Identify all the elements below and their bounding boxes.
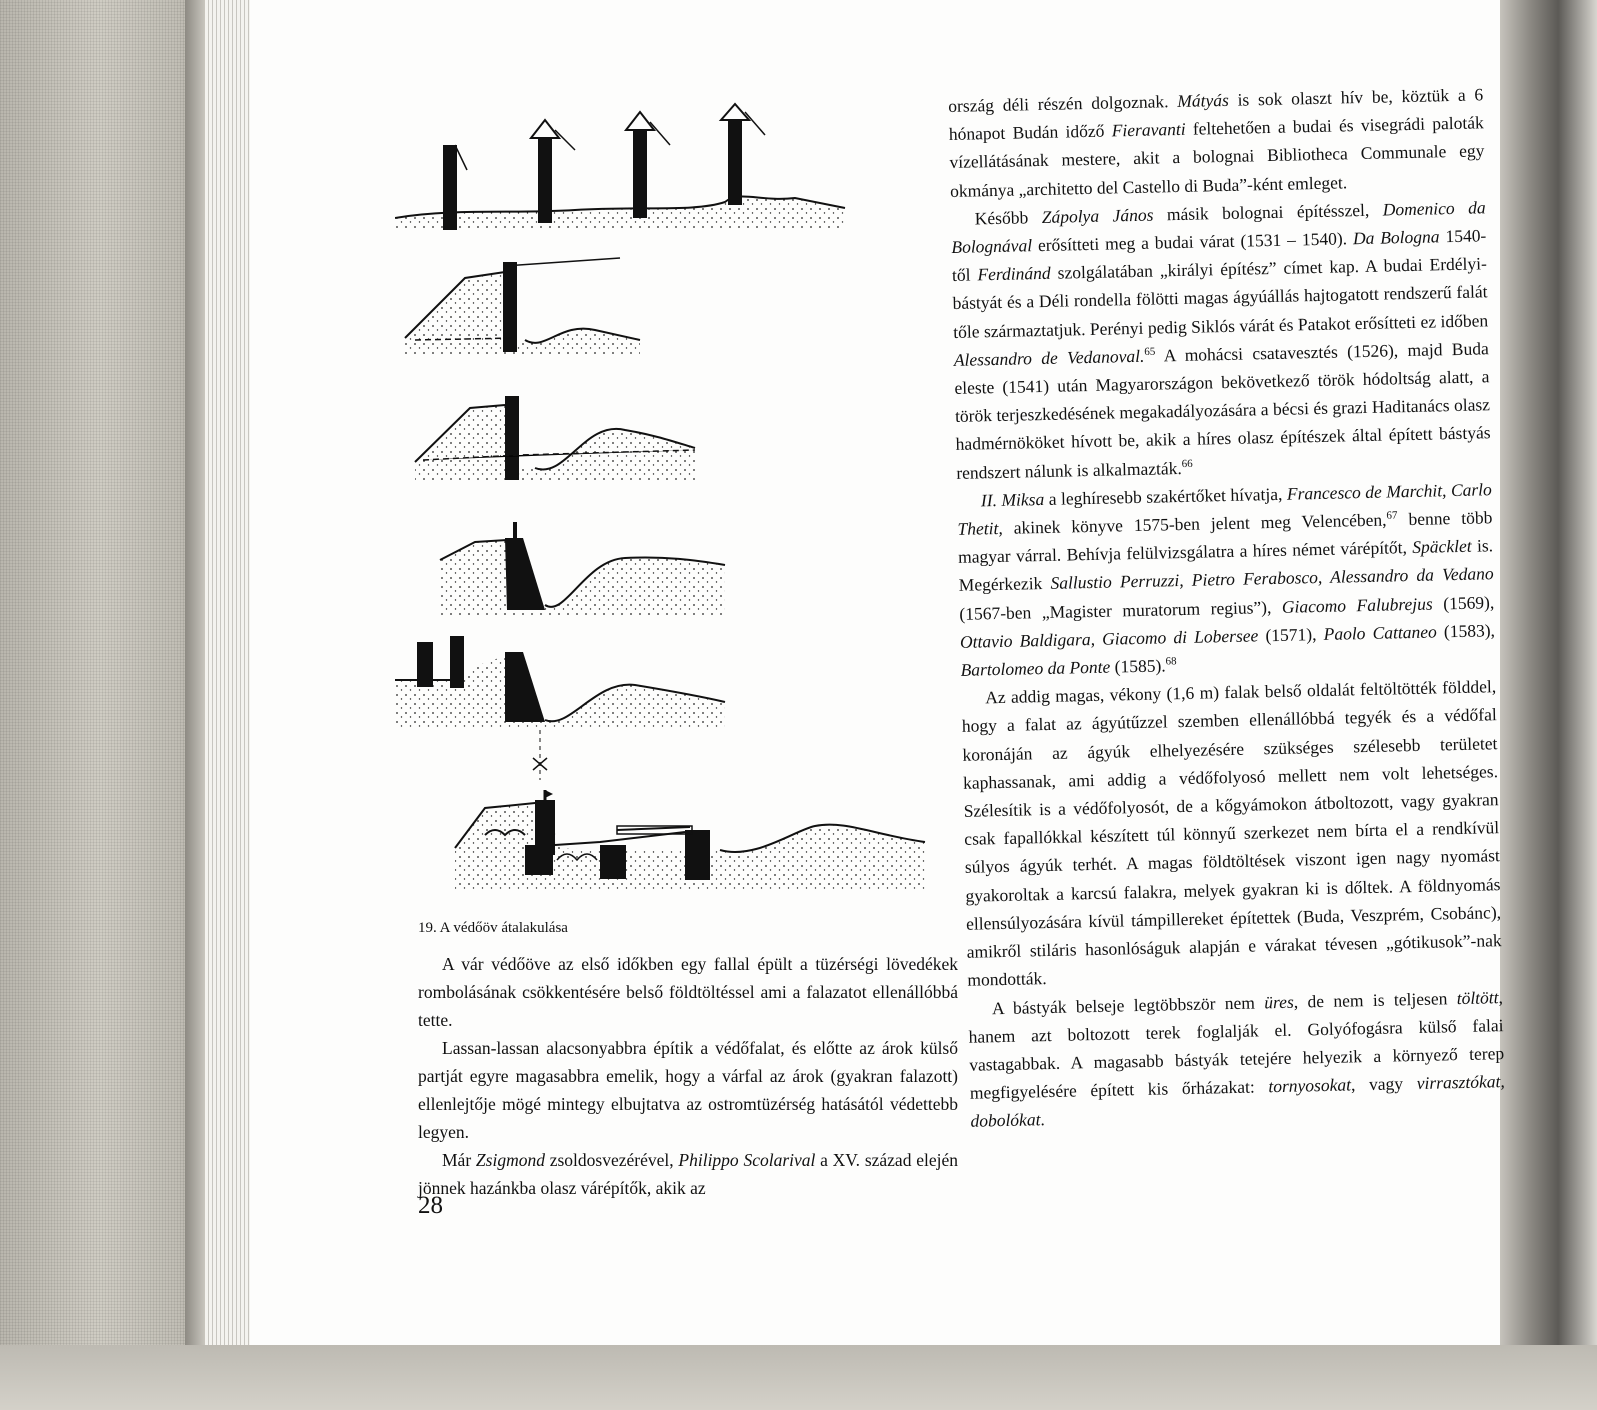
italic-text: üres xyxy=(1264,991,1294,1012)
italic-text: tornyosokat xyxy=(1268,1074,1352,1097)
text-run: A mohácsi csatavesztés (1526), majd Buda eleste (1541) után Magyarországon bekövetkező török hódoltság alatt, a török terjeszkedésének megakadályozására a bécsi és grazi Haditanács olasz hadmérnököket hívott be, akik a híres olasz építészek által épített bástyás rendszert nálunk is alkalmazták. xyxy=(954,338,1491,483)
fortification-illustration xyxy=(395,90,950,920)
italic-text: Mátyás xyxy=(1177,89,1230,111)
right-paragraph xyxy=(968,983,1506,1136)
right-paragraph xyxy=(950,193,1491,487)
italic-text: Zsigmond xyxy=(475,1150,545,1170)
text-run: (1569), xyxy=(1432,591,1495,614)
text-run: feltehetően a budai és visegrádi paloták vízellátásának mestere, akit a bolognai Bibliotheca Communale egy okmánya „architetto del Castello di Buda”-ként emleget. xyxy=(949,112,1485,201)
text-run: (1567-ben „Magister muratorum regius”), xyxy=(959,596,1283,624)
italic-text: II. Miksa xyxy=(980,488,1045,511)
text-run: . xyxy=(1040,1109,1046,1130)
text-run: zsoldosvezérével, xyxy=(544,1150,679,1170)
diagram-row-3 xyxy=(415,396,695,482)
diagram-row-5 xyxy=(395,636,725,780)
text-run: erősítteti meg a budai várat (1531 – 1540). xyxy=(1031,228,1354,256)
italic-text: Da Bologna xyxy=(1352,226,1440,249)
italic-text: Sallustio Perruzzi, Pietro Ferabosco, Alessandro da Vedano xyxy=(1050,563,1494,594)
italic-text: Philippo Scolarival xyxy=(678,1150,816,1170)
footnote-ref: 65 xyxy=(1144,345,1156,358)
right-page-edge xyxy=(1500,0,1597,1410)
text-run: akinek könyve 1575-ben jelent meg Velencében, xyxy=(1002,509,1387,538)
diagram-row-2 xyxy=(405,258,640,355)
text-run: Később xyxy=(974,206,1042,229)
italic-text: Fieravanti xyxy=(1111,119,1186,141)
scanner-bottom xyxy=(0,1345,1597,1410)
text-run: is sok olaszt hív be, köztük a 6 hónapot Budán időző xyxy=(948,84,1484,145)
right-text-column xyxy=(948,80,1506,1135)
text-run: Már xyxy=(442,1150,476,1170)
figure-caption: 19. A védőöv átalakulása xyxy=(418,920,568,936)
text-run: a XV. század elején jönnek hazánkba olasz várépítők, akik az xyxy=(418,1150,958,1198)
text-run: szolgálatában „királyi építész” címet kap. A budai Erdélyi-bástyát és a Déli rondella fölötti magas ágyúállás hajtogatott rendszerű falát tőle származtatjuk. Perényi pedig Siklós várát és Patakot erősítteti ez időben xyxy=(952,253,1489,342)
italic-text: Francesco de Marchit, Carlo Thetit, xyxy=(957,479,1493,539)
text-run: Lassan-lassan alacsonyabbra építik a védőfalat, és előtte az árok külső partját egyre magasabbra emelik, hogy a várfal az árok (gyakran falazott) ellenlejtője mögé mintegy elbujtatva az ostromtüzérség hatásától védettebb legyen. xyxy=(418,1038,958,1142)
italic-text: Zápolya János xyxy=(1041,204,1154,227)
text-run: , de nem is teljesen xyxy=(1293,987,1457,1012)
italic-text: virrasztókat, dobolókat xyxy=(970,1071,1505,1132)
left-paragraph xyxy=(418,1146,958,1202)
italic-text: Paolo Cattaneo xyxy=(1323,621,1437,644)
italic-text: Bartolomeo da Ponte xyxy=(960,656,1111,680)
diagram-row-6 xyxy=(455,790,925,890)
text-run: , hanem azt boltozott terek foglalják el. Golyófogásra külső falai vastagabbak. A magasabb bástyák tetejére helyezik a környező terep megfigyelésére épített kis őrházakat: xyxy=(968,986,1505,1103)
italic-text: Giacomo Falubrejus xyxy=(1281,593,1433,617)
text-run: is. Megérkezik xyxy=(958,535,1494,596)
right-paragraph xyxy=(948,80,1485,204)
left-paragraph xyxy=(418,1034,958,1146)
italic-text: Späcklet xyxy=(1412,535,1472,558)
italic-text: Domenico da Bolognával xyxy=(951,197,1486,257)
italic-text: Ottavio Baldigara, Giacomo di Lobersee xyxy=(959,625,1259,652)
footnote-ref: 68 xyxy=(1165,655,1177,668)
text-run: a leghíresebb szakértőket hívatja, xyxy=(1044,483,1288,509)
text-run: ország déli részén dolgoznak. xyxy=(948,91,1178,116)
text-run: benne több magyar várral. Behívja felülvizsgálatra a híres német várépítőt, xyxy=(957,507,1493,568)
footnote-ref: 66 xyxy=(1181,457,1193,470)
right-paragraph xyxy=(961,672,1503,994)
text-run: (1583), xyxy=(1436,620,1496,642)
text-run: (1585). xyxy=(1110,655,1166,677)
page-edges xyxy=(205,0,250,1345)
italic-text: Alessandro de Vedanoval. xyxy=(953,345,1145,370)
diagram-row-4 xyxy=(440,522,725,615)
text-run: A vár védőöve az első időkben egy fallal épült a tüzérségi lövedékek rombolásának csökkentésére belső földtöltéssel ami a falazatot ellenállóbbá tette. xyxy=(418,954,958,1030)
cover-shadow xyxy=(185,0,205,1345)
left-text-column xyxy=(418,950,958,1202)
diagram-row-1 xyxy=(395,104,845,230)
page-number: 28 xyxy=(418,1192,443,1219)
italic-text: Ferdinánd xyxy=(977,263,1051,285)
footnote-ref: 67 xyxy=(1386,509,1398,522)
text-run: , vagy xyxy=(1350,1073,1417,1095)
text-run: Az addig magas, vékony (1,6 m) falak belső oldalát feltöltötték földdel, hogy a falat az ágyútűzzel szemben ellenállóbbá tegyék és a védőfal koronáján az ágyúk elhelyezésére szükséges szélesebb területet kaphassanak, ami addig a védőfolyosó mellett nem volt lehetséges. Szélesítik is a védőfolyosót, de a kőgyámokon átboltozott, vagy gyakran csak fapallókkal készített túl könnyű szerkezet nem bírta el a rendkívül súlyos ágyúk terhét. A magas földtöltések viszont igen nagy nyomást gyakoroltak a karcsú falakra, melyek gyakran ki is dőltek. A földnyomás ellensúlyozására kívül támpillereket építettek (Buda, Veszprém, Csobánc), amikről stiláris hasonlóságuk alapján e várakat tévesen „gótikusok”-nak mondották. xyxy=(961,676,1502,991)
right-paragraph xyxy=(957,475,1496,684)
italic-text: töltött xyxy=(1456,986,1499,1008)
text-run: (1571), xyxy=(1258,623,1324,646)
text-run: 1540-től xyxy=(951,225,1487,286)
text-run: másik bolognai építésszel, xyxy=(1153,199,1383,225)
text-run: A bástyák belseje legtöbbször nem xyxy=(991,991,1265,1018)
left-paragraph xyxy=(418,950,958,1034)
